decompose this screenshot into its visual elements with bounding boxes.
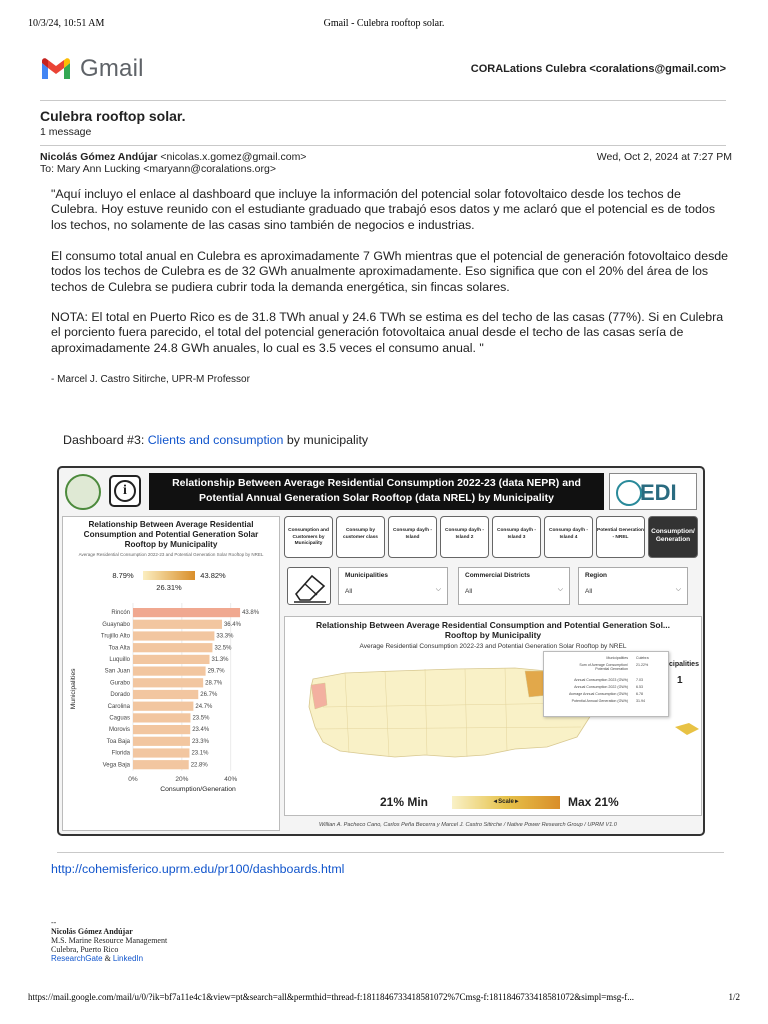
map-tooltip xyxy=(543,651,669,717)
tooltip-value: Culebra xyxy=(636,656,649,660)
y-tick-label: Vega Baja xyxy=(102,762,130,769)
tab-island: Consump day/h - Island xyxy=(388,516,437,558)
y-tick-label: San Juan xyxy=(104,668,130,675)
body-paragraph-3: NOTA: El total en Puerto Rico es de 31.8 TWh anual y 24.6 TWh se estima es del techo de las casas (77%). Si en Culebra el porciento fuera parecido, el total del potencial generación fotovoltaica anual desde el techo de las casas sería de aproximadamente 24.8 GWh anuales, lo cual es 3.5 veces el consumo anual. " xyxy=(51,310,724,355)
bar xyxy=(133,690,198,699)
map-culebra xyxy=(675,723,699,735)
map-title-line2: Rooftop by Municipality xyxy=(444,630,542,640)
bar-chart-card xyxy=(62,516,280,831)
filter-municipalities-value: All xyxy=(345,588,353,595)
legend-mid-label: 26.31% xyxy=(156,583,182,592)
gmail-m-icon xyxy=(40,57,72,81)
tooltip-key: Annual Consumption 2023 (GWh) xyxy=(574,678,628,682)
tab-customer-class: Consump by customer class xyxy=(336,516,385,558)
researchgate-link[interactable]: ResearchGate xyxy=(51,954,103,963)
y-tick-label: Dorado xyxy=(110,692,130,699)
print-title: Gmail - Culebra rooftop solar. xyxy=(323,18,445,29)
bar-data-label: 22.8% xyxy=(190,762,208,769)
tab-potential-generation: Potential Generation - NREL xyxy=(596,516,645,558)
bar xyxy=(133,631,214,640)
bar-chart-subtitle: Average Residential Consumption 2022-23 and Potential Generation Solar Rooftop by NREL xyxy=(78,552,264,557)
map-partial-value: 1 xyxy=(677,675,683,686)
y-tick-label: Caguas xyxy=(109,715,130,722)
thread-subject: Culebra rooftop solar. xyxy=(40,108,186,124)
quote-signature: - Marcel J. Castro Sitirche, UPR-M Professor xyxy=(51,374,250,385)
bar xyxy=(133,713,190,722)
dashboards-url-link[interactable]: http://cohemisferico.uprm.edu/pr100/dashboards.html xyxy=(51,862,345,876)
bar xyxy=(133,702,193,711)
print-header xyxy=(28,18,740,29)
tab-bar xyxy=(284,516,702,560)
eraser-icon xyxy=(287,567,331,605)
tab-consumption-customers: Consumption and Customers by Municipality xyxy=(284,516,333,558)
y-tick-label: Guaynabo xyxy=(102,621,130,628)
subject-divider xyxy=(40,145,726,146)
bar xyxy=(133,667,206,676)
bar-data-label: 23.4% xyxy=(192,727,210,734)
y-tick-label: Toa Alta xyxy=(108,645,130,652)
tooltip-row xyxy=(544,692,668,699)
sender xyxy=(40,151,306,163)
legend-gradient xyxy=(143,571,195,580)
x-tick-label: 0% xyxy=(128,775,138,783)
info-icon: i xyxy=(114,480,136,502)
y-tick-label: Rincón xyxy=(111,610,130,617)
map-card xyxy=(284,616,702,816)
dashboard-credits: Willian A. Pacheco Cano, Carlos Peña Becerra y Marcel J. Castro Sitirche / Native Power Research Group / UPRM V1.0 xyxy=(319,822,617,828)
scale-bar: ◄Scale► xyxy=(452,796,560,809)
dashboard-title-line2: Potential Annual Generation Solar Rooftop (data NREL) by Municipality xyxy=(199,492,554,504)
dashboard-divider xyxy=(57,852,724,853)
tooltip-value: 7.03 xyxy=(636,678,643,682)
bar xyxy=(133,608,240,617)
tooltip-key: Annual Consumption 2022 (GWh) xyxy=(574,685,628,689)
email-signature xyxy=(51,918,167,963)
sender-name: Nicolás Gómez Andújar xyxy=(40,151,158,163)
filter-municipalities xyxy=(338,567,448,605)
bar xyxy=(133,725,190,734)
filter-region xyxy=(578,567,688,605)
tooltip-key: Potential Annual Generation (GWh) xyxy=(571,699,628,703)
dashboard-image xyxy=(57,466,705,836)
filter-districts-label: Commercial Districts xyxy=(465,572,531,579)
tooltip-row xyxy=(544,699,668,706)
scale-max: Max 21% xyxy=(568,795,619,809)
map-scale xyxy=(380,795,630,811)
scale-min: 21% Min xyxy=(380,795,429,809)
y-tick-label: Trujillo Alto xyxy=(100,633,130,640)
gmail-wordmark: Gmail xyxy=(80,55,144,82)
bar-data-label: 36.4% xyxy=(223,621,241,628)
account-label: CORALations Culebra <coralations@gmail.com> xyxy=(470,63,726,75)
filter-bar xyxy=(284,564,702,608)
bar-data-label: 43.8% xyxy=(242,610,260,617)
filter-commercial-districts xyxy=(458,567,570,605)
map-partial-label: cipalities xyxy=(669,661,699,668)
header-divider xyxy=(40,100,726,101)
message-count: 1 message xyxy=(40,126,92,138)
chevron-down-icon: ⌵ xyxy=(557,586,563,593)
print-page-number: 1/2 xyxy=(728,992,740,1002)
body-paragraph-2: El consumo total anual en Culebra es aproximadamente 7 GWh mientras que el potencial de generación fotovoltaico desde todos los techos de Culebra es de 32 GWh anualmente aproximadamente. Eso significa que con el 20% del área de los techos de Culebra se pudiera cubrir toda la demanda energética, sin fincas solares. xyxy=(51,249,729,294)
bar-data-label: 31.3% xyxy=(211,657,229,663)
y-axis-label: Municipalities xyxy=(70,668,77,710)
y-tick-label: Carolina xyxy=(107,703,130,710)
print-datetime: 10/3/24, 10:51 AM xyxy=(28,18,105,29)
bar-data-label: 32.5% xyxy=(214,645,232,652)
bar-data-label: 23.3% xyxy=(191,738,209,745)
y-tick-label: Gurabo xyxy=(109,680,130,687)
bar xyxy=(133,748,189,757)
y-tick-label: Luquillo xyxy=(109,657,130,663)
y-tick-label: Florida xyxy=(111,750,130,757)
filter-region-value: All xyxy=(585,588,593,595)
tooltip-value: 21.22% xyxy=(636,663,649,667)
x-tick-label: 20% xyxy=(175,775,189,783)
signature-links xyxy=(51,954,167,963)
dashboard-title xyxy=(149,473,604,510)
clients-consumption-link[interactable]: Clients and consumption xyxy=(147,433,284,447)
bar-data-label: 23.5% xyxy=(192,715,210,722)
bar-data-label: 28.7% xyxy=(205,680,223,687)
bar-data-label: 33.3% xyxy=(216,633,234,640)
map-subtitle: Average Residential Consumption 2022-23 and Potential Generation Solar Rooftop by NREL xyxy=(359,643,627,650)
chevron-down-icon: ⌵ xyxy=(435,586,441,593)
filter-districts-value: All xyxy=(465,588,473,595)
bar-chart xyxy=(63,567,279,829)
legend-min-label: 8.79% xyxy=(112,571,134,580)
bar-data-label: 29.7% xyxy=(207,668,225,675)
signature-line1: M.S. Marine Resource Management xyxy=(51,936,168,945)
tab-consumption-generation: Consumption/ Generation xyxy=(648,516,698,558)
tooltip-row xyxy=(544,678,668,685)
bar-chart-title: Relationship Between Average Residential Consumption and Potential Generation Solar Rooftop by Municipality xyxy=(83,520,259,549)
chevron-down-icon: ⌵ xyxy=(675,586,681,593)
caption-prefix: Dashboard #3: xyxy=(63,433,148,447)
tooltip-row xyxy=(544,656,668,663)
bar xyxy=(133,655,210,664)
tab-island-3: Consump day/h - Island 3 xyxy=(492,516,541,558)
x-tick-label: 40% xyxy=(224,775,238,783)
dashboard-caption xyxy=(63,433,368,447)
caption-suffix: by municipality xyxy=(283,433,369,447)
recipient: To: Mary Ann Lucking <maryann@coralations.org> xyxy=(40,163,276,175)
gmail-logo[interactable] xyxy=(40,55,144,83)
info-button xyxy=(109,475,141,507)
x-axis-label: Consumption/Generation xyxy=(160,785,236,793)
tab-island-4: Consump day/h - Island 4 xyxy=(544,516,593,558)
tooltip-row xyxy=(544,685,668,692)
seal-logo-icon xyxy=(65,474,101,510)
filter-municipalities-label: Municipalities xyxy=(345,572,388,579)
tooltip-value: 31.94 xyxy=(636,699,645,703)
y-tick-label: Toa Baja xyxy=(106,738,130,745)
bar xyxy=(133,620,222,629)
tooltip-value: 6.53 xyxy=(636,685,643,689)
tooltip-row xyxy=(544,663,668,670)
bar-data-label: 26.7% xyxy=(200,692,218,699)
edi-logo: EDI xyxy=(609,473,697,510)
body-paragraph-1: "Aquí incluyo el enlace al dashboard que incluye la información del potencial solar fotovoltaico desde los techos de Culebra. Hoy estuve reunido con el estudiante graduado que trabajó esos datos y me aclaró que el potencial es de todos los techos, no solamente de las casas sino también de negocios e industrias. xyxy=(51,187,716,232)
filter-region-label: Region xyxy=(585,572,608,579)
bar xyxy=(133,737,190,746)
signature-line2: Culebra, Puerto Rico xyxy=(51,945,119,954)
tooltip-key: Average Annual Consumption (GWh) xyxy=(568,692,628,696)
signature-amp: & xyxy=(102,954,113,963)
linkedin-link[interactable]: LinkedIn xyxy=(112,954,144,963)
y-tick-label: Morovis xyxy=(108,727,130,734)
tab-island-2: Consump day/h - Island 2 xyxy=(440,516,489,558)
tooltip-key: Sum of Average Consumption/ Potential Generation xyxy=(579,663,628,671)
bar xyxy=(133,643,212,652)
print-url: https://mail.google.com/mail/u/0/?ik=bf7a11e4c1&view=pt&search=all&permthid=thread-f:1811846733418581072%7Cmsg-f:1811846733418581072&simpl=msg-f... xyxy=(28,992,635,1002)
bar-data-label: 24.7% xyxy=(195,703,213,710)
sender-email: <nicolas.x.gomez@gmail.com> xyxy=(160,151,307,163)
signature-name: Nicolás Gómez Andújar xyxy=(51,927,133,936)
tooltip-value: 6.78 xyxy=(636,692,643,696)
bar-data-label: 23.1% xyxy=(191,750,209,757)
dashboard-title-line1: Relationship Between Average Residential Consumption 2022-23 (data NEPR) and xyxy=(172,477,581,489)
tooltip-key: Municipalities xyxy=(606,656,628,660)
map-title-line1: Relationship Between Average Residential Consumption and Potential Generation Sol... xyxy=(315,620,671,630)
bar xyxy=(133,760,189,769)
bar xyxy=(133,678,203,687)
puerto-rico-map xyxy=(285,617,703,817)
legend-max-label: 43.82% xyxy=(200,571,226,580)
message-date: Wed, Oct 2, 2024 at 7:27 PM xyxy=(596,151,732,163)
signature-dashes: -- xyxy=(51,918,57,927)
